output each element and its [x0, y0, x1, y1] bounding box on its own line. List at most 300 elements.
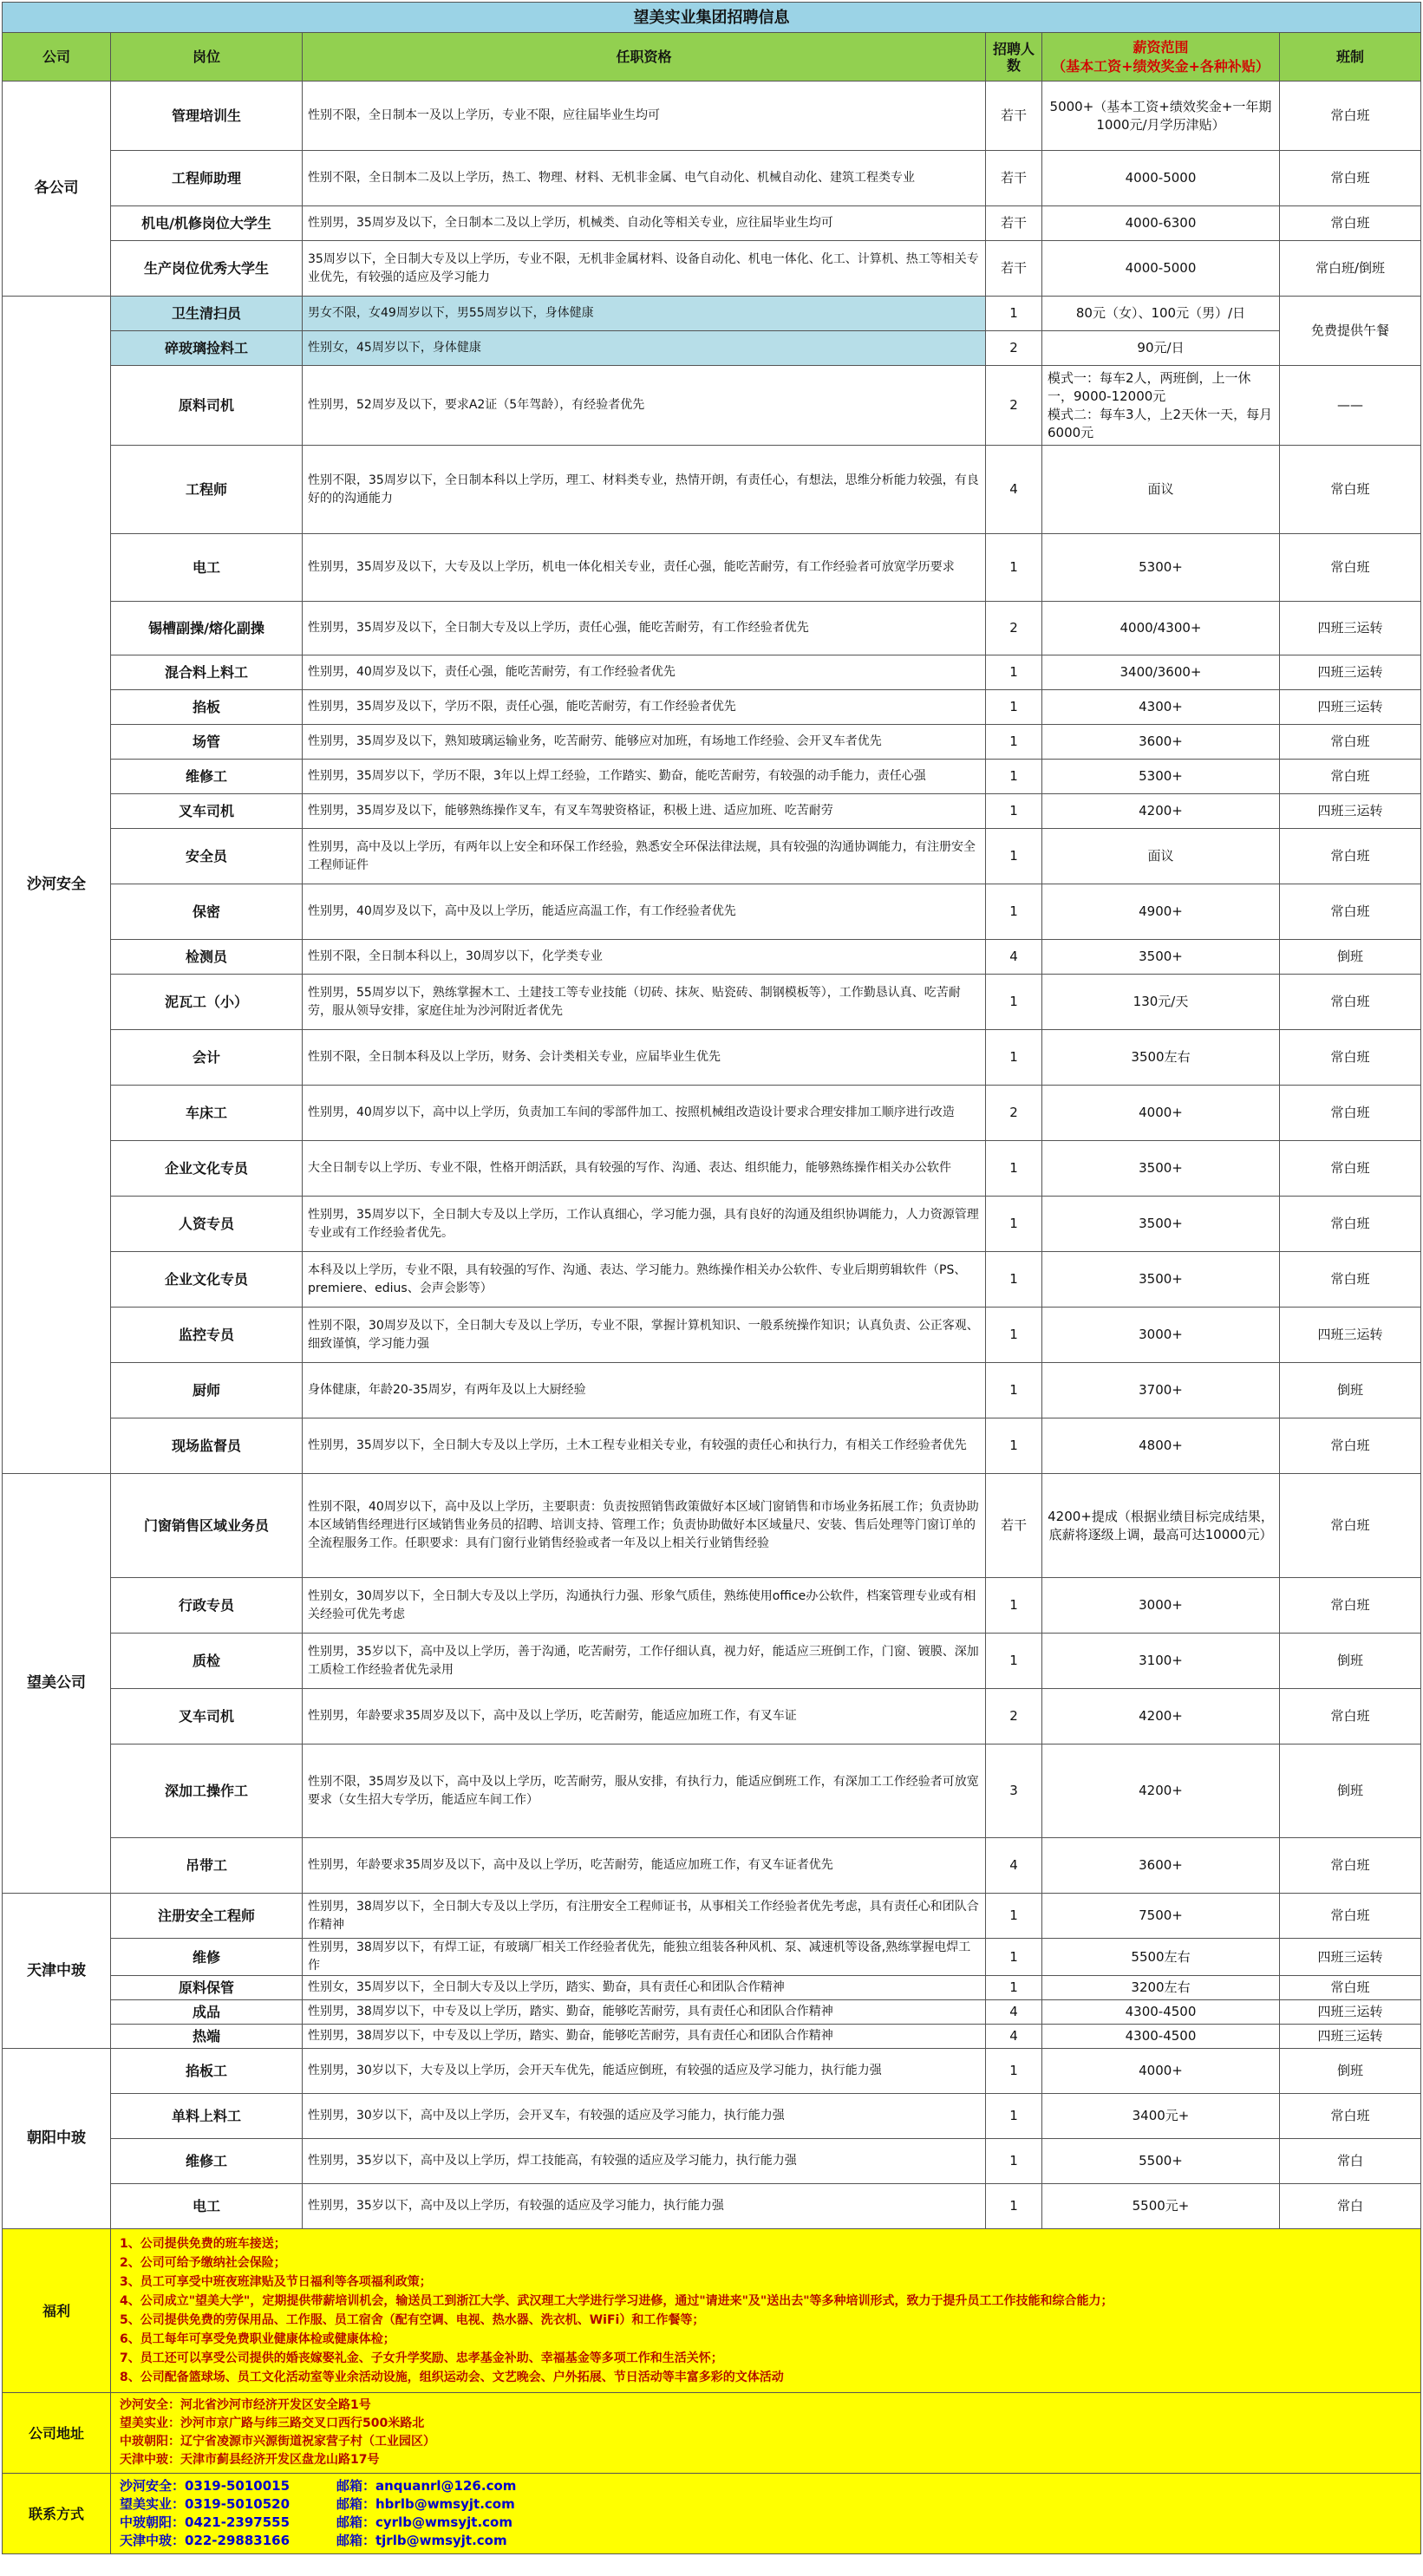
job-row [3, 602, 1421, 655]
job-salary: 90元/日 [1042, 331, 1280, 366]
job-position: 机电/机修岗位大学生 [111, 206, 303, 241]
job-count: 2 [986, 602, 1042, 655]
job-shift: 常白班 [1280, 1578, 1421, 1634]
job-shift: 常白 [1280, 2184, 1421, 2229]
benefit-item: 7、员工还可以享受公司提供的婚丧嫁娶礼金、子女升学奖励、忠孝基金补助、幸福基金等多项工作和生活关怀； [120, 2351, 723, 2365]
job-row [3, 366, 1421, 446]
job-shift: 四班三运转 [1280, 794, 1421, 829]
job-requirements: 性别男，38周岁以下，中专及以上学历，踏实、勤奋，能够吃苦耐劳，具有责任心和团队合作精神 [303, 2000, 986, 2025]
job-count: 1 [986, 760, 1042, 794]
job-requirements: 性别男，38周岁以下，全日制大专及以上学历，有注册安全工程师证书，从事相关工作经验者优先考虑，具有责任心和团队合作精神 [303, 1894, 986, 1939]
address-row [3, 2393, 1421, 2474]
job-position: 吊带工 [111, 1838, 303, 1894]
benefits-list [111, 2229, 1421, 2393]
job-shift: 常白班 [1280, 884, 1421, 940]
job-position: 锡槽副操/熔化副操 [111, 602, 303, 655]
benefit-item: 4、公司成立"望美大学"，定期提供带薪培训机会，输送员工到浙江大学、武汉理工大学进行学习进修，通过"请进来"及"送出去"等多种培训形式，致力于提升员工工作技能和综合能力； [120, 2294, 1113, 2308]
job-requirements: 性别男，30岁以下，大专及以上学历，会开天车优先，能适应倒班，有较强的适应及学习能力，执行能力强 [303, 2049, 986, 2094]
job-position: 混合料上料工 [111, 655, 303, 690]
contact-email[interactable]: 邮箱：anquanrl@126.com [336, 2478, 517, 2494]
job-row [3, 2000, 1421, 2025]
job-shift: 常白班 [1280, 1030, 1421, 1086]
job-shift: —— [1280, 366, 1421, 446]
job-shift: 四班三运转 [1280, 655, 1421, 690]
job-shift: 倒班 [1280, 1745, 1421, 1838]
job-count: 1 [986, 884, 1042, 940]
job-requirements: 性别不限，全日制本科以上，30周岁以下，化学类专业 [303, 940, 986, 975]
header-salary [1042, 33, 1280, 82]
job-position: 工程师助理 [111, 151, 303, 206]
job-row [3, 655, 1421, 690]
job-salary: 3100+ [1042, 1634, 1280, 1689]
job-requirements: 性别不限，全日制本一及以上学历，专业不限，应往届毕业生均可 [303, 82, 986, 151]
job-salary: 5500左右 [1042, 1939, 1280, 1976]
job-shift: 常白班 [1280, 446, 1421, 534]
contact-email[interactable]: 邮箱：cyrlb@wmsyjt.com [336, 2514, 512, 2530]
benefits-row [3, 2229, 1421, 2393]
job-row [3, 82, 1421, 151]
job-requirements: 性别男，40周岁及以下，高中及以上学历，能适应高温工作，有工作经验者优先 [303, 884, 986, 940]
job-row [3, 1086, 1421, 1141]
job-count: 若干 [986, 206, 1042, 241]
job-shift: 四班三运转 [1280, 690, 1421, 725]
job-row [3, 1252, 1421, 1308]
benefit-item: 2、公司可给予缴纳社会保险； [120, 2256, 286, 2270]
header-position: 岗位 [111, 33, 303, 82]
job-count: 2 [986, 1689, 1042, 1745]
job-position: 工程师 [111, 446, 303, 534]
job-salary: 4800+ [1042, 1418, 1280, 1474]
job-salary: 3000+ [1042, 1578, 1280, 1634]
job-row [3, 794, 1421, 829]
job-position: 场管 [111, 725, 303, 760]
job-row [3, 446, 1421, 534]
job-count: 1 [986, 975, 1042, 1030]
job-count: 1 [986, 1141, 1042, 1197]
company-cell: 朝阳中玻 [3, 2049, 111, 2229]
job-position: 质检 [111, 1634, 303, 1689]
job-row [3, 2184, 1421, 2229]
header-shift: 班制 [1280, 33, 1421, 82]
job-row [3, 1308, 1421, 1363]
job-row [3, 1976, 1421, 2000]
company-cell: 沙河安全 [3, 297, 111, 1474]
job-requirements: 性别女，30周岁以下，全日制大专及以上学历，沟通执行力强、形象气质佳，熟练使用office办公软件，档案管理专业或有相关经验可优先考虑 [303, 1578, 986, 1634]
job-row [3, 1745, 1421, 1838]
job-requirements: 性别不限，35周岁以下，全日制本科以上学历，理工、材料类专业，热情开朗，有责任心，有想法，思维分析能力较强，有良好的的沟通能力 [303, 446, 986, 534]
job-position: 泥瓦工（小） [111, 975, 303, 1030]
job-count: 3 [986, 1745, 1042, 1838]
job-requirements: 性别男，35周岁以下，全日制大专及以上学历，工作认真细心，学习能力强，具有良好的沟通及组织协调能力，人力资源管理专业或有工作经验者优先。 [303, 1197, 986, 1252]
job-requirements: 性别男，52周岁及以下，要求A2证（5年驾龄），有经验者优先 [303, 366, 986, 446]
job-requirements: 性别女，45周岁以下，身体健康 [303, 331, 986, 366]
job-count: 1 [986, 297, 1042, 331]
job-count: 4 [986, 940, 1042, 975]
job-row [3, 884, 1421, 940]
job-requirements: 性别男，35周岁及以下，全日制大专及以上学历，责任心强，能吃苦耐劳，有工作经验者优先 [303, 602, 986, 655]
job-salary: 4200+ [1042, 794, 1280, 829]
job-requirements: 性别男，35周岁以下，学历不限，3年以上焊工经验，工作踏实、勤奋，能吃苦耐劳，有较强的动手能力，责任心强 [303, 760, 986, 794]
header-company: 公司 [3, 33, 111, 82]
job-salary: 面议 [1042, 446, 1280, 534]
job-requirements: 性别男，35岁以下，高中及以上学历，焊工技能高，有较强的适应及学习能力，执行能力强 [303, 2139, 986, 2184]
job-requirements: 35周岁以下，全日制大专及以上学历，专业不限，无机非金属材料、设备自动化、机电一体化、化工、计算机、热工等相关专业优先，有较强的适应及学习能力 [303, 241, 986, 297]
contact-item [120, 2532, 1412, 2550]
job-count: 1 [986, 1894, 1042, 1939]
job-shift: 常白班 [1280, 1252, 1421, 1308]
job-requirements: 身体健康，年龄20-35周岁，有两年及以上大厨经验 [303, 1363, 986, 1418]
header-count: 招聘人数 [986, 33, 1042, 82]
job-position: 管理培训生 [111, 82, 303, 151]
job-salary: 4200+ [1042, 1689, 1280, 1745]
job-position: 电工 [111, 534, 303, 602]
job-shift: 免费提供午餐 [1280, 297, 1421, 366]
job-count: 1 [986, 2094, 1042, 2139]
job-count: 1 [986, 725, 1042, 760]
job-position: 安全员 [111, 829, 303, 884]
job-count: 1 [986, 655, 1042, 690]
job-salary: 4300-4500 [1042, 2025, 1280, 2049]
job-position: 车床工 [111, 1086, 303, 1141]
contact-email[interactable]: 邮箱：hbrlb@wmsyjt.com [336, 2496, 515, 2512]
header-salary-line2: （基本工资+绩效奖金+各种补贴） [1052, 57, 1270, 75]
job-row [3, 1939, 1421, 1976]
job-shift: 常白班 [1280, 1838, 1421, 1894]
job-shift: 常白班 [1280, 1418, 1421, 1474]
recruitment-sheet [2, 2, 1420, 2572]
job-count: 1 [986, 2139, 1042, 2184]
job-position: 检测员 [111, 940, 303, 975]
address-list [111, 2393, 1421, 2474]
job-row [3, 534, 1421, 602]
header-salary-line1: 薪资范围 [1133, 38, 1189, 55]
contact-list [111, 2474, 1421, 2554]
contact-phone[interactable]: 中玻朝阳：0421-2397555 [120, 2514, 290, 2530]
job-salary: 3000+ [1042, 1308, 1280, 1363]
job-row [3, 1197, 1421, 1252]
job-shift: 四班三运转 [1280, 602, 1421, 655]
job-count: 1 [986, 1578, 1042, 1634]
job-requirements: 大全日制专以上学历、专业不限，性格开朗活跃，具有较强的写作、沟通、表达、组织能力，能够熟练操作相关办公软件 [303, 1141, 986, 1197]
job-position: 注册安全工程师 [111, 1894, 303, 1939]
job-row [3, 2025, 1421, 2049]
job-position: 维修工 [111, 760, 303, 794]
job-salary: 4000-5000 [1042, 241, 1280, 297]
job-requirements: 性别男，40周岁及以下，责任心强，能吃苦耐劳，有工作经验者优先 [303, 655, 986, 690]
job-row [3, 1418, 1421, 1474]
job-row [3, 1894, 1421, 1939]
job-row [3, 151, 1421, 206]
contact-email[interactable]: 邮箱：tjrlb@wmsyjt.com [336, 2533, 507, 2548]
job-position: 碎玻璃捡料工 [111, 331, 303, 366]
benefit-item: 3、员工可享受中班夜班津贴及节日福利等各项福利政策； [120, 2275, 432, 2289]
job-row [3, 1363, 1421, 1418]
job-requirements: 性别男，38周岁以下，有焊工证，有玻璃厂相关工作经验者优先，能独立组装各种风机、泵、减速机等设备,熟练掌握电焊工作 [303, 1939, 986, 1976]
job-position: 单料上料工 [111, 2094, 303, 2139]
job-shift: 倒班 [1280, 1363, 1421, 1418]
job-position: 监控专员 [111, 1308, 303, 1363]
job-shift: 常白班 [1280, 1689, 1421, 1745]
job-count: 4 [986, 1838, 1042, 1894]
job-position: 保密 [111, 884, 303, 940]
job-requirements: 性别不限，40周岁以下，高中及以上学历，主要职责：负责按照销售政策做好本区域门窗销售和市场业务拓展工作；负责协助本区域销售经理进行区域销售业务员的招聘、培训支持、管理工作；负责协助做好本区域量尺、安装、售后处理等门窗订单的全流程服务工作。任职要求：具有门窗行业销售经验或者一年及以上相关行业销售经验 [303, 1474, 986, 1578]
job-count: 4 [986, 446, 1042, 534]
job-requirements: 性别不限，全日制本二及以上学历，热工、物理、材料、无机非金属、电气自动化、机械自动化、建筑工程类专业 [303, 151, 986, 206]
benefit-item: 5、公司提供免费的劳保用品、工作服、员工宿舍（配有空调、电视、热水器、洗衣机、WiFi）和工作餐等； [120, 2313, 705, 2327]
job-position: 成品 [111, 2000, 303, 2025]
benefit-item: 6、员工每年可享受免费职业健康体检或健康体检； [120, 2332, 395, 2346]
job-requirements: 性别男，55周岁以下，熟练掌握木工、土建技工等专业技能（切砖、抹灰、贴瓷砖、制钢模板等），工作勤恳认真、吃苦耐劳，服从领导安排，家庭住址为沙河附近者优先 [303, 975, 986, 1030]
job-position: 企业文化专员 [111, 1252, 303, 1308]
job-salary: 3400元+ [1042, 2094, 1280, 2139]
job-requirements: 性别男，高中及以上学历，有两年以上安全和环保工作经验，熟悉安全环保法律法规，具有较强的沟通协调能力，有注册安全工程师证件 [303, 829, 986, 884]
job-shift: 常白班 [1280, 725, 1421, 760]
benefit-item: 1、公司提供免费的班车接送； [120, 2237, 286, 2251]
contact-item [120, 2514, 1412, 2532]
job-salary: 5300+ [1042, 760, 1280, 794]
job-requirements: 性别男，35岁以下，高中及以上学历，善于沟通，吃苦耐劳，工作仔细认真，视力好，能适应三班倒工作，门窗、镀膜、深加工质检工作经验者优先录用 [303, 1634, 986, 1689]
job-salary: 4000+ [1042, 1086, 1280, 1141]
job-requirements: 性别不限，30周岁及以下，全日制大专及以上学历，专业不限，掌握计算机知识、一般系统操作知识；认真负责、公正客观、细致谨慎，学习能力强 [303, 1308, 986, 1363]
job-salary: 3500左右 [1042, 1030, 1280, 1086]
job-row [3, 725, 1421, 760]
job-shift: 倒班 [1280, 2049, 1421, 2094]
job-position: 企业文化专员 [111, 1141, 303, 1197]
contact-label: 联系方式 [3, 2474, 111, 2554]
job-requirements: 性别男，年龄要求35周岁及以下，高中及以上学历，吃苦耐劳，能适应加班工作，有叉车证 [303, 1689, 986, 1745]
job-salary: 4900+ [1042, 884, 1280, 940]
job-salary: 7500+ [1042, 1894, 1280, 1939]
job-requirements: 本科及以上学历，专业不限，具有较强的写作、沟通、表达、学习能力。熟练操作相关办公软件、专业后期剪辑软件（PS、premiere、edius、会声会影等） [303, 1252, 986, 1308]
job-count: 1 [986, 1308, 1042, 1363]
job-shift: 四班三运转 [1280, 2025, 1421, 2049]
job-position: 维修 [111, 1939, 303, 1976]
job-position: 深加工操作工 [111, 1745, 303, 1838]
job-salary: 4000+ [1042, 2049, 1280, 2094]
job-position: 掐板 [111, 690, 303, 725]
job-shift: 四班三运转 [1280, 1308, 1421, 1363]
job-row [3, 975, 1421, 1030]
job-count: 1 [986, 690, 1042, 725]
job-row [3, 331, 1421, 366]
job-requirements: 性别男，40周岁以下，高中以上学历，负责加工车间的零部件加工、按照机械组改造设计要求合理安排加工顺序进行改造 [303, 1086, 986, 1141]
job-position: 叉车司机 [111, 1689, 303, 1745]
job-count: 1 [986, 1252, 1042, 1308]
job-salary: 3500+ [1042, 1197, 1280, 1252]
job-requirements: 性别男，35岁以下，高中及以上学历，有较强的适应及学习能力，执行能力强 [303, 2184, 986, 2229]
job-count: 4 [986, 2025, 1042, 2049]
job-count: 1 [986, 2049, 1042, 2094]
job-salary: 5500+ [1042, 2139, 1280, 2184]
contact-phone[interactable]: 沙河安全：0319-5010015 [120, 2478, 290, 2494]
job-shift: 常白班 [1280, 82, 1421, 151]
job-row [3, 206, 1421, 241]
job-salary: 4300+ [1042, 690, 1280, 725]
job-row [3, 829, 1421, 884]
job-count: 2 [986, 1086, 1042, 1141]
job-requirements: 性别男，35周岁及以下，熟知玻璃运输业务，吃苦耐劳、能够应对加班，有场地工作经验、会开叉车者优先 [303, 725, 986, 760]
job-position: 维修工 [111, 2139, 303, 2184]
job-row [3, 1141, 1421, 1197]
job-shift: 常白班 [1280, 1086, 1421, 1141]
job-salary: 面议 [1042, 829, 1280, 884]
job-row [3, 940, 1421, 975]
job-count: 1 [986, 2184, 1042, 2229]
company-cell: 各公司 [3, 82, 111, 297]
header-row [3, 33, 1421, 82]
job-count: 2 [986, 366, 1042, 446]
job-salary: 3500+ [1042, 1252, 1280, 1308]
job-count: 2 [986, 331, 1042, 366]
job-salary: 4200+ [1042, 1745, 1280, 1838]
job-requirements: 性别女，35周岁以下，全日制大专及以上学历，踏实、勤奋，具有责任心和团队合作精神 [303, 1976, 986, 2000]
job-count: 1 [986, 534, 1042, 602]
job-row [3, 241, 1421, 297]
job-requirements: 性别男，38周岁以下，中专及以上学历，踏实、勤奋，能够吃苦耐劳，具有责任心和团队合作精神 [303, 2025, 986, 2049]
job-salary: 模式一：每车2人，两班倒，上一休一，9000-12000元 模式二：每车3人，上2天休一天，每月6000元 [1042, 366, 1280, 446]
job-position: 厨师 [111, 1363, 303, 1418]
job-row [3, 1578, 1421, 1634]
job-row [3, 2139, 1421, 2184]
company-cell: 望美公司 [3, 1474, 111, 1894]
job-count: 1 [986, 1939, 1042, 1976]
contact-phone[interactable]: 天津中玻：022-29883166 [120, 2533, 290, 2548]
job-shift: 常白班 [1280, 1474, 1421, 1578]
job-position: 现场监督员 [111, 1418, 303, 1474]
job-position: 卫生清扫员 [111, 297, 303, 331]
address-item: 天津中玻：天津市蓟县经济开发区盘龙山路17号 [120, 2453, 380, 2467]
job-salary: 3500+ [1042, 940, 1280, 975]
job-salary: 5300+ [1042, 534, 1280, 602]
contact-item [120, 2477, 1412, 2495]
job-salary: 4000/4300+ [1042, 602, 1280, 655]
job-count: 1 [986, 1418, 1042, 1474]
address-label: 公司地址 [3, 2393, 111, 2474]
job-position: 热端 [111, 2025, 303, 2049]
recruitment-table [2, 2, 1421, 2554]
job-row [3, 1634, 1421, 1689]
job-row [3, 1838, 1421, 1894]
job-shift: 常白班 [1280, 975, 1421, 1030]
job-salary: 4200+提成（根据业绩目标完成结果，底薪将逐级上调，最高可达10000元） [1042, 1474, 1280, 1578]
job-count: 若干 [986, 151, 1042, 206]
job-row [3, 1030, 1421, 1086]
job-shift: 倒班 [1280, 1634, 1421, 1689]
job-count: 1 [986, 1976, 1042, 2000]
job-shift: 常白班 [1280, 151, 1421, 206]
job-count: 1 [986, 1030, 1042, 1086]
company-cell: 天津中玻 [3, 1894, 111, 2049]
job-salary: 4300-4500 [1042, 2000, 1280, 2025]
job-requirements: 性别男，35周岁及以下，学历不限，责任心强，能吃苦耐劳，有工作经验者优先 [303, 690, 986, 725]
job-requirements: 性别男，30岁以下，高中及以上学历，会开叉车，有较强的适应及学习能力，执行能力强 [303, 2094, 986, 2139]
job-salary: 3400/3600+ [1042, 655, 1280, 690]
job-position: 行政专员 [111, 1578, 303, 1634]
job-position: 叉车司机 [111, 794, 303, 829]
job-position: 电工 [111, 2184, 303, 2229]
job-count: 1 [986, 1363, 1042, 1418]
benefits-label: 福利 [3, 2229, 111, 2393]
job-shift: 常白班 [1280, 1197, 1421, 1252]
job-position: 门窗销售区域业务员 [111, 1474, 303, 1578]
job-salary: 3700+ [1042, 1363, 1280, 1418]
job-shift: 常白班 [1280, 1894, 1421, 1939]
job-row [3, 690, 1421, 725]
job-count: 若干 [986, 82, 1042, 151]
job-salary: 3600+ [1042, 1838, 1280, 1894]
job-shift: 常白班 [1280, 2094, 1421, 2139]
job-salary: 4000-5000 [1042, 151, 1280, 206]
job-count: 1 [986, 794, 1042, 829]
job-position: 人资专员 [111, 1197, 303, 1252]
job-row [3, 2094, 1421, 2139]
job-shift: 四班三运转 [1280, 1939, 1421, 1976]
job-shift: 常白班 [1280, 534, 1421, 602]
job-salary: 130元/天 [1042, 975, 1280, 1030]
job-requirements: 性别男，35周岁及以下，能够熟练操作叉车，有叉车驾驶资格证，积极上进、适应加班、吃苦耐劳 [303, 794, 986, 829]
job-count: 1 [986, 829, 1042, 884]
job-position: 会计 [111, 1030, 303, 1086]
job-count: 4 [986, 2000, 1042, 2025]
job-shift: 常白班/倒班 [1280, 241, 1421, 297]
job-salary: 80元（女）、100元（男）/日 [1042, 297, 1280, 331]
job-requirements: 男女不限，女49周岁以下，男55周岁以下，身体健康 [303, 297, 986, 331]
job-position: 生产岗位优秀大学生 [111, 241, 303, 297]
job-requirements: 性别不限，全日制本科及以上学历，财务、会计类相关专业，应届毕业生优先 [303, 1030, 986, 1086]
address-item: 中玻朝阳：辽宁省凌源市兴源街道祝家营子村（工业园区） [120, 2435, 435, 2449]
contact-row [3, 2474, 1421, 2554]
job-shift: 倒班 [1280, 940, 1421, 975]
job-position: 原料司机 [111, 366, 303, 446]
header-requirements: 任职资格 [303, 33, 986, 82]
contact-phone[interactable]: 望美实业：0319-5010520 [120, 2496, 290, 2512]
job-count: 若干 [986, 1474, 1042, 1578]
job-row [3, 1689, 1421, 1745]
job-row [3, 1474, 1421, 1578]
job-shift: 常白班 [1280, 1976, 1421, 2000]
job-row [3, 2049, 1421, 2094]
contact-item [120, 2495, 1412, 2514]
job-requirements: 性别不限，35周岁及以下，高中及以上学历，吃苦耐劳，服从安排，有执行力，能适应倒班工作，有深加工工作经验者可放宽要求（女生招大专学历，能适应车间工作） [303, 1745, 986, 1838]
address-item: 望美实业：沙河市京广路与纬三路交叉口西行500米路北 [120, 2416, 425, 2430]
benefit-item: 8、公司配备篮球场、员工文化活动室等业余活动设施，组织运动会、文艺晚会、户外拓展、节日活动等丰富多彩的文体活动 [120, 2371, 784, 2384]
job-shift: 常白 [1280, 2139, 1421, 2184]
job-row [3, 297, 1421, 331]
job-salary: 5500元+ [1042, 2184, 1280, 2229]
job-row [3, 760, 1421, 794]
job-salary: 5000+（基本工资+绩效奖金+一年期1000元/月学历津贴） [1042, 82, 1280, 151]
job-requirements: 性别男，35周岁及以下，全日制本二及以上学历，机械类、自动化等相关专业，应往届毕业生均可 [303, 206, 986, 241]
job-shift: 常白班 [1280, 206, 1421, 241]
job-salary: 3200左右 [1042, 1976, 1280, 2000]
page-title: 望美实业集团招聘信息 [3, 3, 1421, 33]
job-shift: 四班三运转 [1280, 2000, 1421, 2025]
job-salary: 4000-6300 [1042, 206, 1280, 241]
job-requirements: 性别男，年龄要求35周岁及以下，高中及以上学历，吃苦耐劳，能适应加班工作，有叉车证者优先 [303, 1838, 986, 1894]
job-position: 掐板工 [111, 2049, 303, 2094]
job-requirements: 性别男，35周岁及以下，大专及以上学历，机电一体化相关专业，责任心强，能吃苦耐劳，有工作经验者可放宽学历要求 [303, 534, 986, 602]
job-count: 1 [986, 1634, 1042, 1689]
job-requirements: 性别男，35周岁以下，全日制大专及以上学历，土木工程专业相关专业，有较强的责任心和执行力，有相关工作经验者优先 [303, 1418, 986, 1474]
job-salary: 3600+ [1042, 725, 1280, 760]
job-shift: 常白班 [1280, 760, 1421, 794]
job-shift: 常白班 [1280, 829, 1421, 884]
address-item: 沙河安全：河北省沙河市经济开发区安全路1号 [120, 2398, 371, 2412]
job-count: 若干 [986, 241, 1042, 297]
job-position: 原料保管 [111, 1976, 303, 2000]
job-salary: 3500+ [1042, 1141, 1280, 1197]
job-count: 1 [986, 1197, 1042, 1252]
